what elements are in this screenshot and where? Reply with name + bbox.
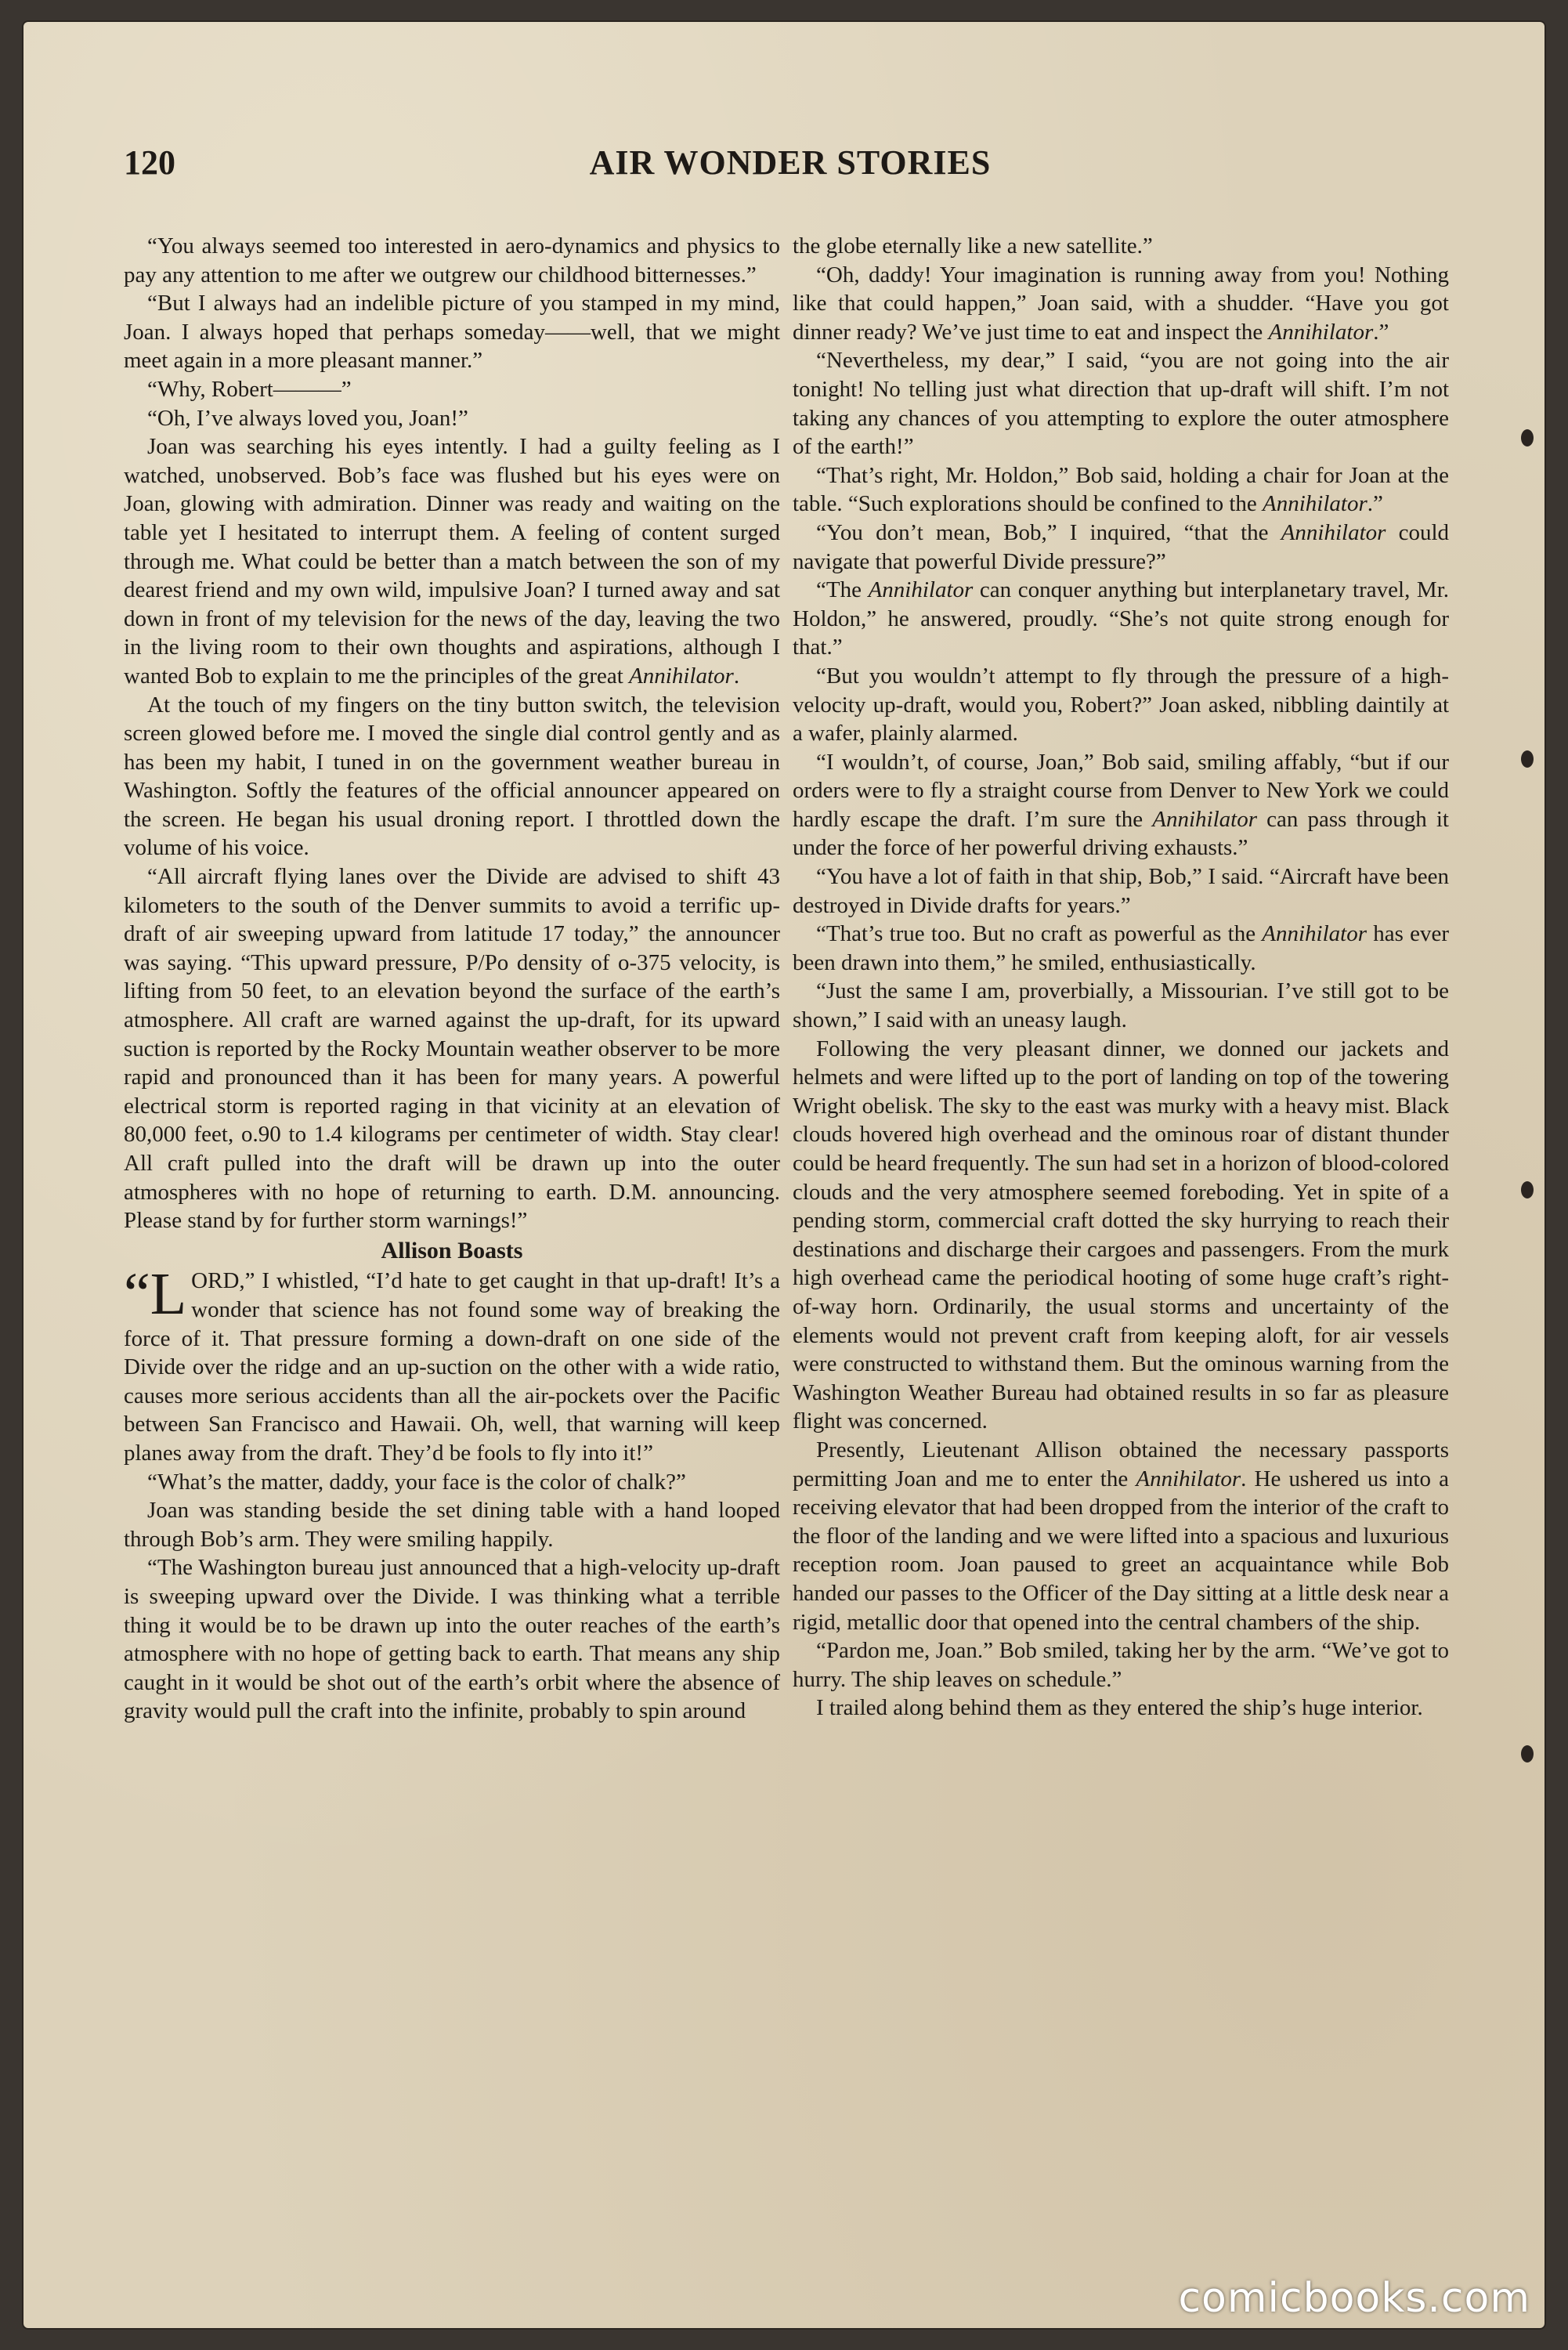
paragraph: “Why, Robert———” [147,376,352,402]
paragraph: Joan was standing beside the set dining table with a hand looped through Bob’s arm. They were smiling happily. [124,1498,780,1552]
magazine-page [23,22,1545,2328]
paragraph: “That’s true too. But no craft as powerful as the Annihilator has ever been drawn into them,” he smiled, enthusiastically. [793,921,1449,975]
page-header [124,136,1457,191]
section-heading: Allison Boasts [381,1237,523,1264]
binding-hole [1521,1745,1534,1762]
watermark: comicbooks.com [1178,2275,1530,2322]
binding-hole [1521,1181,1534,1198]
paragraph: “Pardon me, Joan.” Bob smiled, taking her by the arm. “We’ve got to hurry. The ship leaves on schedule.” [793,1638,1449,1692]
paragraph: Presently, Lieutenant Allison obtained the necessary passports permitting Joan and me to enter the Annihilator. He ushered us into a receiving elevator that had been dropped from the interior of the craft to the floor of the landing and we were lifted into a spacious and luxurious reception room. Joan paused to greet an acquaintance while Bob handed our passes to the Officer of the Day sitting at a little desk near a rigid, metallic door that opened into the central chambers of the ship. [793,1437,1449,1635]
continued-text: the globe eternally like a new satellite.” [793,233,1153,258]
binding-hole [1521,429,1534,446]
paragraph: “All aircraft flying lanes over the Divide are advised to shift 43 kilometers to the south of the Denver summits to avoid a terrific up-draft of air sweeping upward from latitude 17 today,” the announcer was saying. “This upward pressure, P/Po density of o-375 velocity, is lifting from 50 feet, to an elevation beyond the surface of the earth’s atmosphere. All craft are warned against the up-draft, for its upward suction is reported by the Rocky Mountain weather observer to be more rapid and pronounced than it has been for many years. A powerful electrical storm is reported raging in that vicinity at an elevation of 80,000 feet, o.90 to 1.4 kilograms per centimeter of width. Stay clear! All craft pulled into the draft will be drawn up into the outer atmospheres with no hope of returning to earth. D.M. announcing. Please stand by for further storm warnings!” [124,864,780,1234]
paragraph: “Oh, I’ve always loved you, Joan!” [147,405,468,431]
paragraph: Following the very pleasant dinner, we donned our jackets and helmets and were lifted up to the port of landing on top of the towering Wright obelisk. The sky to the east was murky with a heavy mist. Black clouds hovered high overhead and the ominous roar of distant thunder could be heard frequently. The sun had set in a horizon of blood-colored clouds and the very atmosphere seemed foreboding. Yet in spite of a pending storm, commercial craft dotted the sky hurrying to reach their destinations and discharge their cargoes and passengers. From the murk high overhead came the periodical hooting of some huge craft’s right-of-way horn. Ordinarily, the usual storms and uncertainty of the elements would not prevent craft from keeping aloft, for air vessels were constructed to withstand them. But the ominous warning from the Washington Weather Bureau had obtained results in so far as pleasure flight was concerned. [793,1036,1449,1434]
paragraph: “Nevertheless, my dear,” I said, “you are not going into the air tonight! No telling just what direction that up-draft will shift. I’m not taking any chances of you attempting to explore the outer atmosphere of the earth!” [793,348,1449,460]
drop-cap-letter: L [150,1261,187,1328]
left-column [124,232,780,2237]
paragraph: I trailed along behind them as they entered the ship’s huge interior. [816,1695,1423,1721]
paragraph: “That’s right, Mr. Holdon,” Bob said, holding a chair for Joan at the table. “Such explorations should be confined to the Annihilator.” [793,462,1449,517]
paragraph: “I wouldn’t, of course, Joan,” Bob said, smiling affably, “but if our orders were to fly a straight course from Denver to New York we could hardly escape the draft. I’m sure the Annihilator can pass through it under the force of her powerful driving exhausts.” [793,749,1449,861]
page-number: 120 [124,143,175,182]
drop-cap-quote: “ [124,1261,150,1328]
paragraph: “But you wouldn’t attempt to fly through the pressure of a high-velocity up-draft, would you, Robert?” Joan asked, nibbling daintily at a wafer, plainly alarmed. [793,663,1449,747]
paragraph: “You don’t mean, Bob,” I inquired, “that the Annihilator could navigate that powerful Divide pressure?” [793,519,1449,574]
running-title: AIR WONDER STORIES [589,143,992,182]
paragraph: “But I always had an indelible picture of you stamped in my mind, Joan. I always hoped that perhaps someday——well, that we might meet again in a more pleasant manner.” [124,291,780,374]
paragraph: Joan was searching his eyes intently. I had a guilty feeling as I watched, unobserved. Bob’s face was flushed but his eyes were on Joan, glowing with admiration. Dinner was ready and waiting on the table yet I hesitated to interrupt them. A feeling of content surged through me. What could be better than a match between the son of my dearest friend and my own wild, impulsive Joan? I turned away and sat down in front of my television for the news of the day, leaving the two in the living room to their own thoughts and aspirations, although I wanted Bob to explain to me the principles of the great Annihilator. [124,434,780,689]
right-column [793,232,1449,2237]
paragraph: “Just the same I am, proverbially, a Missourian. I’ve still got to be shown,” I said with an uneasy laugh. [793,978,1449,1033]
paragraph: “You always seemed too interested in aero-dynamics and physics to pay any attention to me after we outgrew our childhood bitternesses.” [124,233,780,287]
paragraph: “What’s the matter, daddy, your face is the color of chalk?” [147,1469,686,1495]
paragraph: “The Annihilator can conquer anything but interplanetary travel, Mr. Holdon,” he answered, proudly. “She’s not quite strong enough for that.” [793,577,1449,660]
paragraph: At the touch of my fingers on the tiny button switch, the television screen glowed before me. I moved the single dial control gently and as has been my habit, I tuned in on the government weather bureau in Washington. Softly the features of the official announcer appeared on the screen. He began his usual droning report. I throttled down the volume of his voice. [124,692,780,861]
binding-hole [1521,750,1534,768]
dropcap-paragraph [124,1261,780,1467]
dropcap-paragraph-text: ORD,” I whistled, “I’d hate to get caught in that up-draft! It’s a wonder that science has not found some way of breaking the force of it. That pressure forming a down-draft on one side of the Divide over the ridge and an up-suction on the other with a wide ratio, causes more serious accidents than all the air-pockets over the Pacific between San Francisco and Hawaii. Oh, well, that warning will keep planes away from the draft. They’d be fools to fly into it!” [124,1268,780,1466]
paragraph: “The Washington bureau just announced that a high-velocity up-draft is sweeping upward over the Divide. I was thinking what a terrible thing it would be to be drawn up into the outer reaches of the earth’s atmosphere with no hope of getting back to earth. That means any ship caught in it would be shot out of the earth’s orbit where the absence of gravity would pull the craft into the infinite, probably to spin around [124,1555,780,1724]
paragraph: “You have a lot of faith in that ship, Bob,” I said. “Aircraft have been destroyed in Divide drafts for years.” [793,864,1449,918]
paragraph: “Oh, daddy! Your imagination is running away from you! Nothing like that could happen,” Joan said, with a shudder. “Have you got dinner ready? We’ve just time to eat and inspect the Annihilator.” [793,262,1449,345]
drop-cap [124,1261,187,1328]
